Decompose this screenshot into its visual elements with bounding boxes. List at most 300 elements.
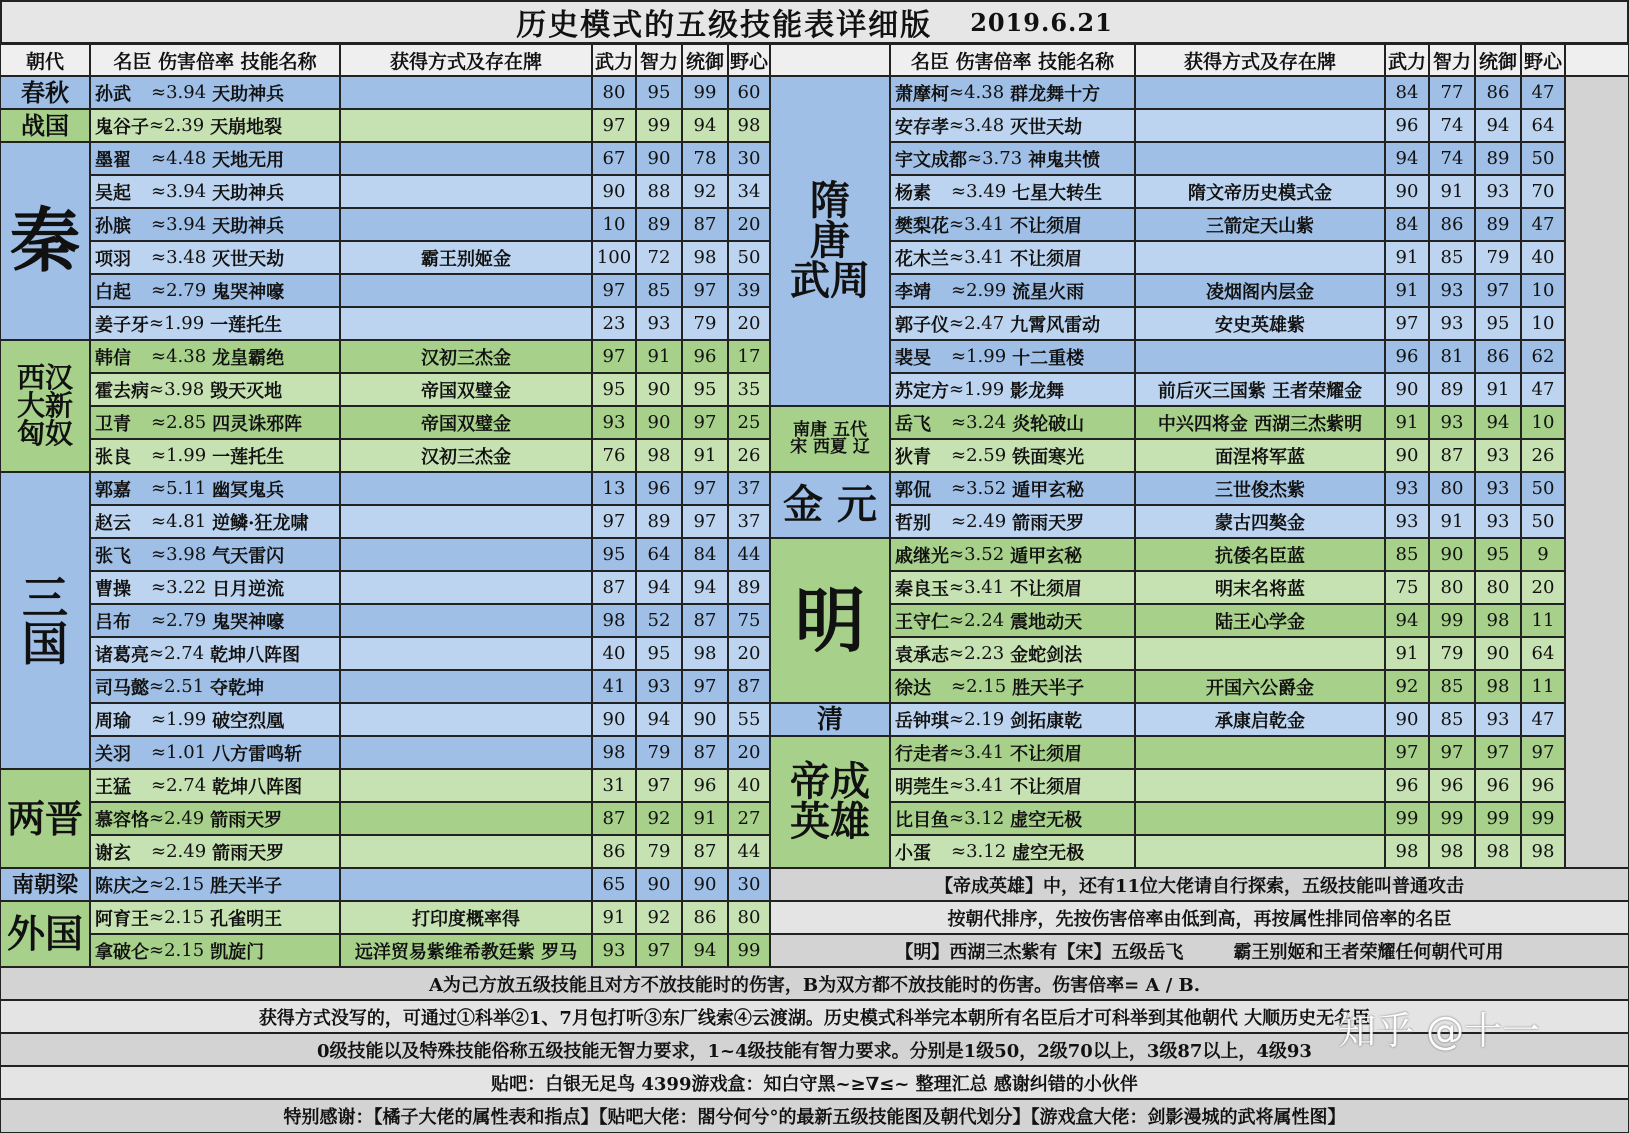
right-intellect-cell: 85 <box>1429 241 1475 274</box>
damage-multiplier: ≈2.85 <box>151 412 207 433</box>
damage-multiplier: ≈3.22 <box>151 577 207 598</box>
right-acquire-cell: 蒙古四獒金 <box>1135 505 1385 538</box>
left-ambition-cell: 40 <box>728 769 770 802</box>
right-force-cell: 96 <box>1385 340 1429 373</box>
right-command-cell: 79 <box>1475 241 1521 274</box>
left-intellect-cell: 94 <box>636 571 682 604</box>
skill-name: 七星大转生 <box>1012 182 1103 204</box>
skill-name: 箭雨天罗 <box>212 842 285 864</box>
left-dynasty-cell: 外国 <box>0 901 90 967</box>
right-command-cell: 95 <box>1475 538 1521 571</box>
left-force-cell: 98 <box>592 604 636 637</box>
skill-name: 不让须眉 <box>1010 578 1083 600</box>
left-intellect-cell: 95 <box>636 76 682 109</box>
damage-multiplier: ≈1.01 <box>151 742 207 763</box>
right-dynasty-cell: 明 <box>770 538 890 703</box>
left-intellect-cell: 79 <box>636 736 682 769</box>
page-title: 历史模式的五级技能表详细版 <box>516 8 933 43</box>
header-left-dynasty: 朝代 <box>0 44 90 76</box>
left-command-cell: 95 <box>682 373 728 406</box>
right-ambition-cell: 50 <box>1521 505 1565 538</box>
damage-multiplier: ≈2.74 <box>151 775 207 796</box>
left-ambition-cell: 25 <box>728 406 770 439</box>
right-acquire-cell <box>1135 835 1385 868</box>
right-command-cell: 95 <box>1475 307 1521 340</box>
right-force-cell: 90 <box>1385 373 1429 406</box>
header-right-command: 统御 <box>1475 44 1521 76</box>
right-ambition-cell: 47 <box>1521 703 1565 736</box>
footer-note-2: 获得方式没写的，可通过①科举②1、7月包打听③东厂线索④云渡湖。历史模式科举完本朝所有名臣后才可科举到其他朝代 大顺历史无名臣 <box>0 1000 1629 1033</box>
right-force-cell: 91 <box>1385 274 1429 307</box>
skill-name: 逆鳞·狂龙啸 <box>212 512 309 534</box>
damage-multiplier: ≈2.99 <box>951 280 1007 301</box>
left-command-cell: 87 <box>682 835 728 868</box>
damage-multiplier: ≈3.41 <box>949 247 1005 268</box>
left-acquire-cell <box>340 76 592 109</box>
left-intellect-cell: 64 <box>636 538 682 571</box>
left-force-cell: 87 <box>592 571 636 604</box>
right-command-cell: 91 <box>1475 373 1521 406</box>
left-minister-cell <box>90 274 340 307</box>
skill-name: 八方雷鸣斩 <box>212 743 303 765</box>
left-intellect-cell: 96 <box>636 472 682 505</box>
left-minister-cell <box>90 439 340 472</box>
minister-name: 鬼谷子 <box>95 116 149 138</box>
right-ambition-cell: 11 <box>1521 670 1565 703</box>
right-intellect-cell: 74 <box>1429 109 1475 142</box>
right-minister-cell <box>890 274 1135 307</box>
page-date: 2019.6.21 <box>970 7 1113 37</box>
right-acquire-cell: 隋文帝历史模式金 <box>1135 175 1385 208</box>
left-minister-cell <box>90 604 340 637</box>
header-right-acquire: 获得方式及存在牌 <box>1135 44 1385 76</box>
skill-name: 气天雷闪 <box>212 545 285 567</box>
minister-name: 孙膑 <box>95 215 131 237</box>
right-ambition-cell: 11 <box>1521 604 1565 637</box>
damage-multiplier: ≈2.79 <box>151 610 207 631</box>
minister-name: 陈庆之 <box>95 875 149 897</box>
right-force-cell: 97 <box>1385 736 1429 769</box>
header-left-command: 统御 <box>682 44 728 76</box>
left-ambition-cell: 20 <box>728 736 770 769</box>
left-ambition-cell: 35 <box>728 373 770 406</box>
damage-multiplier: ≈2.47 <box>949 313 1005 334</box>
right-ambition-cell: 47 <box>1521 208 1565 241</box>
right-dynasty-cell: 清 <box>770 703 890 736</box>
minister-name: 王猛 <box>95 776 131 798</box>
right-ambition-cell: 47 <box>1521 373 1565 406</box>
left-ambition-cell: 75 <box>728 604 770 637</box>
right-acquire-cell <box>1135 736 1385 769</box>
left-minister-cell <box>90 109 340 142</box>
left-minister-cell <box>90 307 340 340</box>
left-command-cell: 86 <box>682 901 728 934</box>
skill-name: 遁甲玄秘 <box>1010 545 1083 567</box>
left-acquire-cell: 帝国双璧金 <box>340 373 592 406</box>
minister-name: 郭子仪 <box>895 314 949 336</box>
left-minister-cell <box>90 241 340 274</box>
damage-multiplier: ≈2.51 <box>149 676 205 697</box>
left-acquire-cell: 远洋贸易紫维希教廷紫 罗马 <box>340 934 592 967</box>
damage-multiplier: ≈2.15 <box>149 874 205 895</box>
right-ambition-cell: 26 <box>1521 439 1565 472</box>
skill-name: 龙皇霸绝 <box>212 347 285 369</box>
right-command-cell: 98 <box>1475 670 1521 703</box>
left-intellect-cell: 90 <box>636 868 682 901</box>
minister-name: 苏定方 <box>895 380 949 402</box>
minister-name: 李靖 <box>895 281 931 303</box>
damage-multiplier: ≈1.99 <box>149 313 205 334</box>
right-intellect-cell: 93 <box>1429 406 1475 439</box>
right-force-cell: 84 <box>1385 76 1429 109</box>
minister-name: 韩信 <box>95 347 131 369</box>
skill-name: 遁甲玄秘 <box>1012 479 1085 501</box>
left-force-cell: 65 <box>592 868 636 901</box>
left-force-cell: 98 <box>592 736 636 769</box>
right-dynasty-cell: 金 元 <box>770 472 890 538</box>
damage-multiplier: ≈3.41 <box>949 775 1005 796</box>
right-minister-cell <box>890 439 1135 472</box>
right-intellect-cell: 86 <box>1429 208 1475 241</box>
left-acquire-cell <box>340 868 592 901</box>
header-right-ambition: 野心 <box>1521 44 1565 76</box>
footer-note-3: 0级技能以及特殊技能俗称五级技能无智力要求，1~4级技能有智力要求。分别是1级50，2级70以上，3级87以上，4级93 <box>0 1033 1629 1066</box>
right-minister-cell <box>890 76 1135 109</box>
right-command-cell: 93 <box>1475 505 1521 538</box>
left-minister-cell <box>90 670 340 703</box>
minister-name: 杨素 <box>895 182 931 204</box>
right-force-cell: 91 <box>1385 406 1429 439</box>
left-acquire-cell: 汉初三杰金 <box>340 340 592 373</box>
left-dynasty-cell: 秦 <box>0 142 90 340</box>
damage-multiplier: ≈3.41 <box>949 577 1005 598</box>
minister-name: 比目鱼 <box>895 809 949 831</box>
right-ambition-cell: 10 <box>1521 406 1565 439</box>
right-force-cell: 91 <box>1385 241 1429 274</box>
skill-name: 天崩地裂 <box>210 116 283 138</box>
right-intellect-cell: 99 <box>1429 604 1475 637</box>
left-ambition-cell: 27 <box>728 802 770 835</box>
right-minister-cell <box>890 670 1135 703</box>
minister-name: 樊梨花 <box>895 215 949 237</box>
left-command-cell: 92 <box>682 175 728 208</box>
left-force-cell: 97 <box>592 109 636 142</box>
left-force-cell: 95 <box>592 373 636 406</box>
left-intellect-cell: 97 <box>636 769 682 802</box>
left-acquire-cell <box>340 703 592 736</box>
damage-multiplier: ≈2.15 <box>149 907 205 928</box>
left-command-cell: 94 <box>682 109 728 142</box>
minister-name: 赵云 <box>95 512 131 534</box>
right-force-cell: 91 <box>1385 637 1429 670</box>
damage-multiplier: ≈1.99 <box>151 709 207 730</box>
damage-multiplier: ≈3.12 <box>951 841 1007 862</box>
left-intellect-cell: 95 <box>636 637 682 670</box>
right-ambition-cell: 97 <box>1521 736 1565 769</box>
right-intellect-cell: 97 <box>1429 736 1475 769</box>
minister-name: 吴起 <box>95 182 131 204</box>
minister-name: 孙武 <box>95 83 131 105</box>
skill-name: 乾坤八阵图 <box>212 776 303 798</box>
left-command-cell: 84 <box>682 538 728 571</box>
left-ambition-cell: 30 <box>728 142 770 175</box>
right-command-cell: 93 <box>1475 472 1521 505</box>
skill-name: 箭雨天罗 <box>210 809 283 831</box>
left-ambition-cell: 37 <box>728 472 770 505</box>
damage-multiplier: ≈4.81 <box>151 511 207 532</box>
right-minister-cell <box>890 307 1135 340</box>
right-minister-cell <box>890 604 1135 637</box>
left-force-cell: 100 <box>592 241 636 274</box>
right-force-cell: 98 <box>1385 835 1429 868</box>
left-command-cell: 97 <box>682 472 728 505</box>
left-ambition-cell: 99 <box>728 934 770 967</box>
right-intellect-cell: 91 <box>1429 505 1475 538</box>
left-minister-cell <box>90 901 340 934</box>
right-ambition-cell: 99 <box>1521 802 1565 835</box>
damage-multiplier: ≈3.49 <box>951 181 1007 202</box>
left-command-cell: 96 <box>682 340 728 373</box>
left-command-cell: 98 <box>682 637 728 670</box>
right-intellect-cell: 91 <box>1429 175 1475 208</box>
right-intellect-cell: 96 <box>1429 769 1475 802</box>
left-minister-cell <box>90 472 340 505</box>
skill-name: 不让须眉 <box>1010 776 1083 798</box>
right-dynasty-cell: 南唐 五代 宋 西夏 辽 <box>770 406 890 472</box>
right-ambition-cell: 70 <box>1521 175 1565 208</box>
left-intellect-cell: 90 <box>636 406 682 439</box>
minister-name: 徐达 <box>895 677 931 699</box>
left-minister-cell <box>90 142 340 175</box>
right-minister-cell <box>890 736 1135 769</box>
skill-name: 群龙舞十方 <box>1010 83 1101 105</box>
left-acquire-cell: 帝国双璧金 <box>340 406 592 439</box>
damage-multiplier: ≈2.79 <box>151 280 207 301</box>
left-dynasty-cell: 南朝梁 <box>0 868 90 901</box>
right-dynasty-cell: 帝成 英雄 <box>770 736 890 868</box>
left-ambition-cell: 34 <box>728 175 770 208</box>
skill-name: 日月逆流 <box>212 578 285 600</box>
left-force-cell: 76 <box>592 439 636 472</box>
title-bar <box>0 0 1629 44</box>
right-force-cell: 92 <box>1385 670 1429 703</box>
right-command-cell: 86 <box>1475 76 1521 109</box>
left-acquire-cell: 汉初三杰金 <box>340 439 592 472</box>
right-ambition-cell: 20 <box>1521 571 1565 604</box>
right-acquire-cell: 三箭定天山紫 <box>1135 208 1385 241</box>
left-intellect-cell: 89 <box>636 208 682 241</box>
left-ambition-cell: 60 <box>728 76 770 109</box>
left-intellect-cell: 91 <box>636 340 682 373</box>
damage-multiplier: ≈2.49 <box>149 808 205 829</box>
left-ambition-cell: 20 <box>728 307 770 340</box>
right-intellect-cell: 99 <box>1429 802 1475 835</box>
left-command-cell: 99 <box>682 76 728 109</box>
skill-name: 四灵诛邪阵 <box>212 413 303 435</box>
damage-multiplier: ≈3.52 <box>949 544 1005 565</box>
damage-multiplier: ≈2.15 <box>951 676 1007 697</box>
left-intellect-cell: 97 <box>636 934 682 967</box>
left-minister-cell <box>90 769 340 802</box>
left-minister-cell <box>90 868 340 901</box>
damage-multiplier: ≈2.59 <box>951 445 1007 466</box>
skill-name: 毁天灭地 <box>210 380 283 402</box>
damage-multiplier: ≈3.98 <box>151 544 207 565</box>
left-minister-cell <box>90 637 340 670</box>
right-acquire-cell <box>1135 769 1385 802</box>
right-ambition-cell: 96 <box>1521 769 1565 802</box>
left-intellect-cell: 52 <box>636 604 682 637</box>
left-force-cell: 93 <box>592 934 636 967</box>
skill-name: 虚空无极 <box>1012 842 1085 864</box>
left-force-cell: 13 <box>592 472 636 505</box>
left-intellect-cell: 92 <box>636 901 682 934</box>
right-command-cell: 98 <box>1475 835 1521 868</box>
minister-name: 张良 <box>95 446 131 468</box>
minister-name: 司马懿 <box>95 677 149 699</box>
right-note-1: 【帝成英雄】中，还有11位大佬请自行探索，五级技能叫普通攻击 <box>770 868 1629 901</box>
skill-name: 乾坤八阵图 <box>210 644 301 666</box>
left-intellect-cell: 98 <box>636 439 682 472</box>
left-minister-cell <box>90 703 340 736</box>
right-intellect-cell: 93 <box>1429 274 1475 307</box>
right-minister-cell <box>890 538 1135 571</box>
right-force-cell: 94 <box>1385 604 1429 637</box>
minister-name: 宇文成都 <box>895 149 967 171</box>
right-force-cell: 75 <box>1385 571 1429 604</box>
left-dynasty-cell: 战国 <box>0 109 90 142</box>
minister-name: 裴旻 <box>895 347 931 369</box>
right-acquire-cell <box>1135 76 1385 109</box>
header-right-intellect: 智力 <box>1429 44 1475 76</box>
right-ambition-cell: 10 <box>1521 274 1565 307</box>
left-force-cell: 90 <box>592 703 636 736</box>
skill-name: 金蛇剑法 <box>1010 644 1083 666</box>
left-acquire-cell: 打印度概率得 <box>340 901 592 934</box>
right-command-cell: 96 <box>1475 769 1521 802</box>
right-minister-cell <box>890 703 1135 736</box>
skill-name: 孔雀明王 <box>210 908 283 930</box>
minister-name: 行走者 <box>895 743 949 765</box>
damage-multiplier: ≈1.99 <box>949 379 1005 400</box>
left-intellect-cell: 99 <box>636 109 682 142</box>
right-acquire-cell: 中兴四将金 西湖三杰紫明 <box>1135 406 1385 439</box>
right-ambition-cell: 50 <box>1521 472 1565 505</box>
left-acquire-cell <box>340 142 592 175</box>
minister-name: 戚继光 <box>895 545 949 567</box>
header-left-minister-skill: 名臣 伤害倍率 技能名称 <box>90 44 340 76</box>
right-ambition-cell: 98 <box>1521 835 1565 868</box>
left-minister-cell <box>90 505 340 538</box>
damage-multiplier: ≈2.23 <box>949 643 1005 664</box>
skill-name: 不让须眉 <box>1010 215 1083 237</box>
right-force-cell: 96 <box>1385 769 1429 802</box>
skill-name: 胜天半子 <box>1012 677 1085 699</box>
left-force-cell: 41 <box>592 670 636 703</box>
left-force-cell: 80 <box>592 76 636 109</box>
left-command-cell: 78 <box>682 142 728 175</box>
minister-name: 谢玄 <box>95 842 131 864</box>
left-minister-cell <box>90 835 340 868</box>
right-intellect-cell: 74 <box>1429 142 1475 175</box>
right-acquire-cell: 面涅将军蓝 <box>1135 439 1385 472</box>
right-command-cell: 94 <box>1475 406 1521 439</box>
minister-name: 阿育王 <box>95 908 149 930</box>
right-acquire-cell: 明末名将蓝 <box>1135 571 1385 604</box>
left-force-cell: 97 <box>592 274 636 307</box>
skill-name: 箭雨天罗 <box>1012 512 1085 534</box>
left-minister-cell <box>90 208 340 241</box>
damage-multiplier: ≈3.12 <box>949 808 1005 829</box>
skill-name: 天助神兵 <box>212 215 285 237</box>
minister-name: 卫青 <box>95 413 131 435</box>
left-ambition-cell: 26 <box>728 439 770 472</box>
header-left-ambition: 野心 <box>728 44 770 76</box>
left-force-cell: 67 <box>592 142 636 175</box>
left-ambition-cell: 80 <box>728 901 770 934</box>
right-command-cell: 97 <box>1475 274 1521 307</box>
left-force-cell: 90 <box>592 175 636 208</box>
left-force-cell: 86 <box>592 835 636 868</box>
left-ambition-cell: 20 <box>728 637 770 670</box>
minister-name: 姜子牙 <box>95 314 149 336</box>
minister-name: 明莞生 <box>895 776 949 798</box>
skill-name: 铁面寒光 <box>1012 446 1085 468</box>
right-intellect-cell: 90 <box>1429 538 1475 571</box>
minister-name: 关羽 <box>95 743 131 765</box>
left-ambition-cell: 98 <box>728 109 770 142</box>
damage-multiplier: ≈3.94 <box>151 82 207 103</box>
damage-multiplier: ≈3.94 <box>151 181 207 202</box>
left-command-cell: 87 <box>682 736 728 769</box>
skill-name: 十二重楼 <box>1012 347 1085 369</box>
left-intellect-cell: 85 <box>636 274 682 307</box>
right-note-2: 按朝代排序，先按伤害倍率由低到高，再按属性排同倍率的名臣 <box>770 901 1629 934</box>
right-intellect-cell: 80 <box>1429 472 1475 505</box>
left-acquire-cell <box>340 637 592 670</box>
left-force-cell: 91 <box>592 901 636 934</box>
damage-multiplier: ≈2.74 <box>149 643 205 664</box>
right-intellect-cell: 85 <box>1429 670 1475 703</box>
header-filler <box>1565 44 1629 76</box>
minister-name: 周瑜 <box>95 710 131 732</box>
left-intellect-cell: 90 <box>636 142 682 175</box>
minister-name: 哲别 <box>895 512 931 534</box>
left-acquire-cell <box>340 670 592 703</box>
right-force-cell: 90 <box>1385 175 1429 208</box>
skill-name: 一莲托生 <box>210 314 283 336</box>
right-acquire-cell: 安史英雄紫 <box>1135 307 1385 340</box>
minister-name: 小蛋 <box>895 842 931 864</box>
right-minister-cell <box>890 208 1135 241</box>
left-minister-cell <box>90 802 340 835</box>
right-force-cell: 90 <box>1385 703 1429 736</box>
right-force-cell: 97 <box>1385 307 1429 340</box>
right-intellect-cell: 89 <box>1429 373 1475 406</box>
right-command-cell: 93 <box>1475 439 1521 472</box>
right-command-cell: 97 <box>1475 736 1521 769</box>
damage-multiplier: ≈3.94 <box>151 214 207 235</box>
right-intellect-cell: 81 <box>1429 340 1475 373</box>
left-acquire-cell <box>340 472 592 505</box>
left-minister-cell <box>90 934 340 967</box>
damage-multiplier: ≈3.41 <box>949 742 1005 763</box>
right-force-cell: 90 <box>1385 439 1429 472</box>
right-force-cell: 99 <box>1385 802 1429 835</box>
skill-name: 神鬼共愤 <box>1028 149 1101 171</box>
left-minister-cell <box>90 538 340 571</box>
right-command-cell: 89 <box>1475 208 1521 241</box>
